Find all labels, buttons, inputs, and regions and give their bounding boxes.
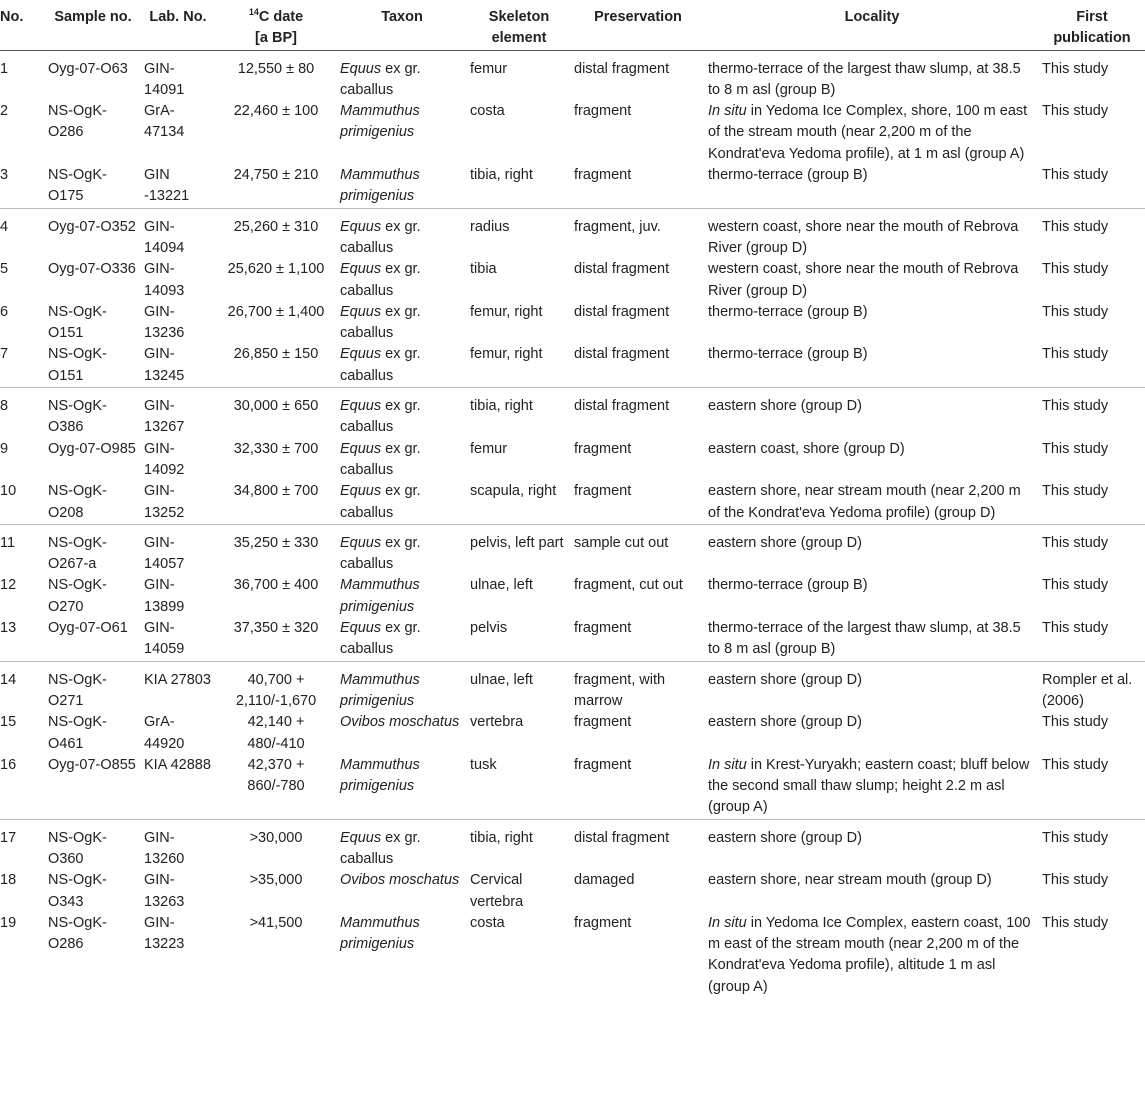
taxon-suffix: ex gr. caballus <box>340 218 421 256</box>
cell-sample-no: NS-OgK-O286 <box>48 914 107 953</box>
cell-sample-no: NS-OgK-O151 <box>45 344 141 387</box>
cell-locality <box>705 50 1039 101</box>
cell-preservation: damaged <box>574 872 635 889</box>
cell-lab-no: GIN -13221 <box>141 165 215 208</box>
taxon-italic: Equus <box>340 483 382 500</box>
cell-lab-no: GIN-14091 <box>144 60 185 98</box>
cell-locality <box>705 208 1039 259</box>
table-row <box>0 388 1145 439</box>
cell-skeleton-element: vertebra <box>470 714 524 731</box>
header-no: No. <box>0 0 45 50</box>
cell-preservation: sample cut out <box>574 534 669 551</box>
cell-date: 12,550 ± 80 <box>237 60 315 77</box>
header-row <box>0 0 1145 50</box>
taxon-italic: Mammuthus primigenius <box>340 671 420 709</box>
taxon-italic: Equus <box>340 60 382 77</box>
taxon-italic: Equus <box>340 346 382 363</box>
locality-text: thermo-terrace (group B) <box>708 167 868 184</box>
cell-skeleton-element: ulnae, left <box>470 577 533 594</box>
cell-taxon <box>337 524 467 575</box>
taxon-italic: Equus <box>340 261 382 278</box>
taxon-italic: Mammuthus primigenius <box>340 167 420 205</box>
cell-date: 26,850 ± 150 <box>215 344 337 387</box>
cell-no: 13 <box>0 618 45 661</box>
cell-preservation: fragment <box>571 165 705 208</box>
cell-skeleton-element: tibia <box>470 261 497 278</box>
cell-date: 42,140 + 480/-410 <box>247 714 305 752</box>
taxon-suffix: ex gr. caballus <box>340 303 421 342</box>
cell-first-publication: This study <box>1039 165 1145 208</box>
cell-sample-no: NS-OgK-O386 <box>48 398 107 436</box>
table-row <box>0 661 1145 712</box>
cell-lab-no: GIN-13252 <box>141 481 215 524</box>
cell-taxon <box>337 712 467 755</box>
cell-skeleton-element: tibia, right <box>470 398 533 415</box>
cell-no: 3 <box>0 165 45 208</box>
cell-first-publication: This study <box>1042 103 1109 120</box>
cell-date: >30,000 <box>249 829 303 846</box>
cell-taxon <box>337 165 467 208</box>
cell-locality <box>705 575 1039 618</box>
cell-lab-no: GIN-14092 <box>144 440 185 478</box>
cell-skeleton-element: femur, right <box>467 344 571 387</box>
cell-locality <box>705 165 1039 208</box>
cell-no: 11 <box>0 534 16 551</box>
cell-taxon <box>337 618 467 661</box>
cell-sample-no: NS-OgK-O270 <box>48 577 107 615</box>
cell-no: 1 <box>0 60 9 77</box>
cell-no: 10 <box>0 481 45 524</box>
cell-locality <box>705 302 1039 345</box>
table-row <box>0 259 1145 302</box>
cell-locality <box>705 388 1039 439</box>
cell-first-publication: Rompler et al. (2006) <box>1042 671 1133 709</box>
taxon-italic: Equus <box>340 620 382 637</box>
cell-lab-no: KIA 27803 <box>144 671 211 688</box>
cell-locality <box>705 618 1039 661</box>
cell-date: 32,330 ± 700 <box>233 440 319 457</box>
cell-no: 17 <box>0 829 17 846</box>
taxon-italic: Equus <box>340 534 382 551</box>
cell-date: >35,000 <box>249 872 303 889</box>
table-row <box>0 819 1145 870</box>
locality-text: eastern shore (group D) <box>708 671 862 688</box>
taxon-suffix: ex gr. caballus <box>340 534 421 573</box>
cell-sample-no: NS-OgK-O286 <box>48 103 107 141</box>
cell-locality <box>705 819 1039 870</box>
cell-date: 35,250 ± 330 <box>233 534 319 551</box>
cell-no: 19 <box>0 914 17 931</box>
cell-taxon <box>337 819 467 870</box>
cell-locality <box>705 913 1039 998</box>
locality-text: eastern shore, near stream mouth (group D) <box>708 872 992 889</box>
header-sample-no: Sample no. <box>45 0 141 50</box>
cell-skeleton-element: pelvis, left part <box>470 534 564 551</box>
cell-no: 8 <box>0 398 9 415</box>
cell-date: 37,350 ± 320 <box>215 618 337 661</box>
cell-no: 4 <box>0 218 9 235</box>
taxon-italic: Mammuthus primigenius <box>340 103 420 141</box>
cell-skeleton-element: femur <box>470 60 508 77</box>
cell-date: 30,000 ± 650 <box>233 398 319 415</box>
cell-no: 9 <box>0 440 9 457</box>
cell-sample-no: NS-OgK-O267-a <box>48 534 107 573</box>
table-row <box>0 618 1145 661</box>
cell-first-publication: This study <box>1039 755 1145 819</box>
locality-text: eastern shore (group D) <box>708 829 862 846</box>
cell-locality <box>705 344 1039 387</box>
cell-first-publication: This study <box>1039 481 1145 524</box>
cell-date: >41,500 <box>249 914 303 931</box>
table-row <box>0 208 1145 259</box>
cell-sample-no: NS-OgK-O271 <box>48 671 107 709</box>
locality-text: western coast, shore near the mouth of Rebrova River (group D) <box>708 261 1019 299</box>
cell-preservation: distal fragment <box>574 398 670 415</box>
table-row <box>0 344 1145 387</box>
cell-taxon <box>337 302 467 345</box>
cell-sample-no: NS-OgK-O461 <box>48 714 107 752</box>
cell-skeleton-element: tibia, right <box>467 165 571 208</box>
cell-first-publication: This study <box>1039 344 1145 387</box>
cell-skeleton-element: femur, right <box>470 303 543 320</box>
cell-taxon <box>337 913 467 998</box>
header-preservation: Preservation <box>571 0 705 50</box>
cell-date: 25,260 ± 310 <box>233 218 319 235</box>
cell-lab-no: GIN-13223 <box>144 914 185 953</box>
cell-skeleton-element: costa <box>470 103 505 120</box>
cell-no: 7 <box>0 344 45 387</box>
cell-sample-no: Oyg-07-O855 <box>45 755 141 819</box>
locality-text: thermo-terrace (group B) <box>708 303 868 320</box>
locality-text: eastern shore (group D) <box>708 714 862 731</box>
taxon-suffix: ex gr. caballus <box>340 346 421 384</box>
cell-preservation: distal fragment <box>574 829 670 846</box>
header-locality: Locality <box>705 0 1039 50</box>
cell-sample-no: NS-OgK-O360 <box>48 829 107 867</box>
cell-sample-no: NS-OgK-O175 <box>45 165 141 208</box>
cell-preservation: fragment, cut out <box>574 577 683 594</box>
locality-text: thermo-terrace of the largest thaw slump, at 38.5 to 8 m asl (group B) <box>708 60 1021 98</box>
cell-no: 6 <box>0 303 9 320</box>
cell-first-publication: This study <box>1042 534 1109 551</box>
taxon-italic: Mammuthus primigenius <box>340 914 420 953</box>
cell-lab-no: GIN-13260 <box>144 829 185 867</box>
cell-date: 24,750 ± 210 <box>215 165 337 208</box>
cell-locality <box>705 712 1039 755</box>
taxon-suffix: ex gr. caballus <box>340 620 421 658</box>
cell-lab-no: GIN-14057 <box>144 534 185 573</box>
taxon-suffix: ex gr. caballus <box>340 483 421 521</box>
header-taxon: Taxon <box>337 0 467 50</box>
cell-skeleton-element: Cervical vertebra <box>470 872 524 910</box>
cell-first-publication: This study <box>1042 914 1109 931</box>
cell-first-publication: This study <box>1042 829 1109 846</box>
cell-skeleton-element: costa <box>470 914 505 931</box>
locality-text: eastern shore, near stream mouth (near 2,200 m of the Kondrat'eva Yedoma profile) (group D) <box>708 483 1021 521</box>
cell-locality <box>705 101 1039 165</box>
cell-taxon <box>337 101 467 165</box>
cell-preservation: fragment, juv. <box>574 218 661 235</box>
table-row <box>0 50 1145 101</box>
cell-preservation: distal fragment <box>574 60 670 77</box>
cell-no: 14 <box>0 671 17 688</box>
cell-first-publication: This study <box>1042 714 1109 731</box>
cell-preservation: distal fragment <box>574 303 670 320</box>
cell-sample-no: Oyg-07-O352 <box>48 218 136 235</box>
table-row <box>0 439 1145 482</box>
cell-taxon <box>337 388 467 439</box>
cell-skeleton-element: femur <box>470 440 508 457</box>
table-row <box>0 575 1145 618</box>
cell-no: 16 <box>0 755 45 819</box>
cell-taxon <box>337 755 467 819</box>
table-body <box>0 50 1145 998</box>
cell-locality <box>705 439 1039 482</box>
cell-skeleton-element: pelvis <box>467 618 571 661</box>
taxon-suffix: ex gr. caballus <box>340 829 421 867</box>
header-skeleton-element: Skeleton element <box>467 0 571 50</box>
cell-skeleton-element: scapula, right <box>467 481 571 524</box>
cell-first-publication: This study <box>1042 440 1109 457</box>
cell-first-publication: This study <box>1042 577 1109 594</box>
taxon-italic: Equus <box>340 303 382 320</box>
cell-locality <box>705 755 1039 819</box>
taxon-italic: Equus <box>340 218 382 235</box>
header-date-unit: [a BP] <box>255 30 297 47</box>
cell-first-publication: This study <box>1042 303 1109 320</box>
cell-lab-no: GIN-13245 <box>141 344 215 387</box>
cell-lab-no: GIN-14093 <box>144 261 185 299</box>
cell-preservation: fragment <box>571 618 705 661</box>
cell-preservation: distal fragment <box>571 344 705 387</box>
header-date-label: C date <box>258 9 304 25</box>
cell-skeleton-element: tusk <box>467 755 571 819</box>
header-first-publication: First publication <box>1039 0 1145 50</box>
cell-lab-no: GrA-47134 <box>144 103 185 141</box>
cell-lab-no: GIN-13267 <box>144 398 185 436</box>
cell-preservation: fragment <box>571 755 705 819</box>
cell-lab-no: KIA 42888 <box>141 755 215 819</box>
cell-preservation: distal fragment <box>574 261 670 278</box>
locality-text: thermo-terrace of the largest thaw slump, at 38.5 to 8 m asl (group B) <box>708 620 1021 658</box>
cell-sample-no: Oyg-07-O336 <box>48 261 136 278</box>
cell-taxon <box>337 439 467 482</box>
cell-preservation: fragment <box>574 440 632 457</box>
cell-first-publication: This study <box>1042 261 1109 278</box>
header-date <box>215 0 337 50</box>
cell-taxon <box>337 259 467 302</box>
locality-text: in Krest-Yuryakh; eastern coast; bluff below the second small thaw slump; height 2.2 m asl (group A) <box>708 756 1030 816</box>
table-row <box>0 913 1145 998</box>
cell-locality <box>705 661 1039 712</box>
table-row <box>0 755 1145 819</box>
locality-text: eastern coast, shore (group D) <box>708 440 905 457</box>
cell-taxon <box>337 50 467 101</box>
cell-first-publication: This study <box>1039 618 1145 661</box>
cell-lab-no: GIN-13263 <box>144 872 185 910</box>
taxon-italic: Equus <box>340 829 382 846</box>
taxon-italic: Ovibos moschatus <box>340 872 460 889</box>
cell-lab-no: GIN-14059 <box>141 618 215 661</box>
cell-no: 15 <box>0 714 17 731</box>
table-row <box>0 481 1145 524</box>
taxon-suffix: ex gr. caballus <box>340 261 421 299</box>
locality-text: in Yedoma Ice Complex, eastern coast, 100 m east of the stream mouth (near 2,200 m of the Kondrat'eva Yedoma profile), altitude 1 m asl (group A) <box>708 914 1031 995</box>
cell-taxon <box>337 481 467 524</box>
locality-italic: In situ <box>708 103 747 120</box>
cell-preservation: fragment <box>574 103 632 120</box>
taxon-italic: Mammuthus primigenius <box>340 577 420 615</box>
cell-first-publication: This study <box>1042 218 1109 235</box>
cell-taxon <box>337 208 467 259</box>
table-row <box>0 165 1145 208</box>
cell-no: 12 <box>0 577 17 594</box>
cell-skeleton-element: ulnae, left <box>470 671 533 688</box>
cell-date: 26,700 ± 1,400 <box>227 303 325 320</box>
table-row <box>0 524 1145 575</box>
cell-preservation: fragment <box>574 714 632 731</box>
cell-locality <box>705 870 1039 913</box>
locality-text: eastern shore (group D) <box>708 534 862 551</box>
table-row <box>0 101 1145 165</box>
cell-lab-no: GrA-44920 <box>144 714 185 752</box>
cell-sample-no: NS-OgK-O343 <box>48 872 107 910</box>
taxon-italic: Equus <box>340 440 382 457</box>
cell-date: 25,620 ± 1,100 <box>227 261 325 278</box>
cell-preservation: fragment, with marrow <box>574 671 666 709</box>
cell-sample-no: Oyg-07-O63 <box>48 60 128 77</box>
locality-italic: In situ <box>708 756 747 773</box>
cell-preservation: fragment <box>574 914 632 931</box>
taxon-suffix: ex gr. caballus <box>340 60 421 98</box>
table-row <box>0 870 1145 913</box>
cell-date: 36,700 ± 400 <box>233 577 319 594</box>
cell-date: 42,370 + 860/-780 <box>215 755 337 819</box>
cell-preservation: fragment <box>571 481 705 524</box>
cell-skeleton-element: radius <box>470 218 510 235</box>
taxon-suffix: ex gr. caballus <box>340 440 421 478</box>
cell-no: 2 <box>0 103 9 120</box>
taxon-italic: Ovibos moschatus <box>340 714 460 731</box>
table-row <box>0 712 1145 755</box>
cell-sample-no: Oyg-07-O985 <box>48 440 136 457</box>
cell-sample-no: NS-OgK-O208 <box>45 481 141 524</box>
cell-taxon <box>337 870 467 913</box>
table-row <box>0 302 1145 345</box>
taxon-italic: Equus <box>340 398 382 415</box>
header-lab-no: Lab. No. <box>141 0 215 50</box>
cell-lab-no: GIN-13899 <box>144 577 185 615</box>
cell-first-publication: This study <box>1042 60 1109 77</box>
cell-locality <box>705 259 1039 302</box>
cell-taxon <box>337 344 467 387</box>
locality-text: thermo-terrace (group B) <box>708 577 868 594</box>
cell-sample-no: NS-OgK-O151 <box>48 303 107 342</box>
cell-date: 22,460 ± 100 <box>233 103 319 120</box>
cell-locality <box>705 481 1039 524</box>
locality-italic: In situ <box>708 914 747 931</box>
cell-skeleton-element: tibia, right <box>470 829 533 846</box>
cell-date: 34,800 ± 700 <box>215 481 337 524</box>
taxon-suffix: ex gr. caballus <box>340 398 421 436</box>
cell-first-publication: This study <box>1042 872 1109 889</box>
cell-lab-no: GIN-13236 <box>144 303 185 342</box>
cell-no: 5 <box>0 261 9 278</box>
header-date-superscript: 14 <box>248 7 259 18</box>
cell-lab-no: GIN-14094 <box>144 218 185 256</box>
cell-taxon <box>337 575 467 618</box>
cell-date: 40,700 + 2,110/-1,670 <box>235 671 317 709</box>
cell-no: 18 <box>0 872 17 889</box>
taxon-italic: Mammuthus primigenius <box>340 756 420 795</box>
locality-text: eastern shore (group D) <box>708 398 862 415</box>
cell-locality <box>705 524 1039 575</box>
locality-text: in Yedoma Ice Complex, shore, 100 m east of the stream mouth (near 2,200 m of the Kondrat'eva Yedoma profile), at 1 m asl (group A) <box>708 103 1028 162</box>
cell-sample-no: Oyg-07-O61 <box>45 618 141 661</box>
cell-first-publication: This study <box>1042 398 1109 415</box>
locality-text: thermo-terrace (group B) <box>708 346 868 363</box>
locality-text: western coast, shore near the mouth of Rebrova River (group D) <box>708 218 1019 256</box>
cell-taxon <box>337 661 467 712</box>
